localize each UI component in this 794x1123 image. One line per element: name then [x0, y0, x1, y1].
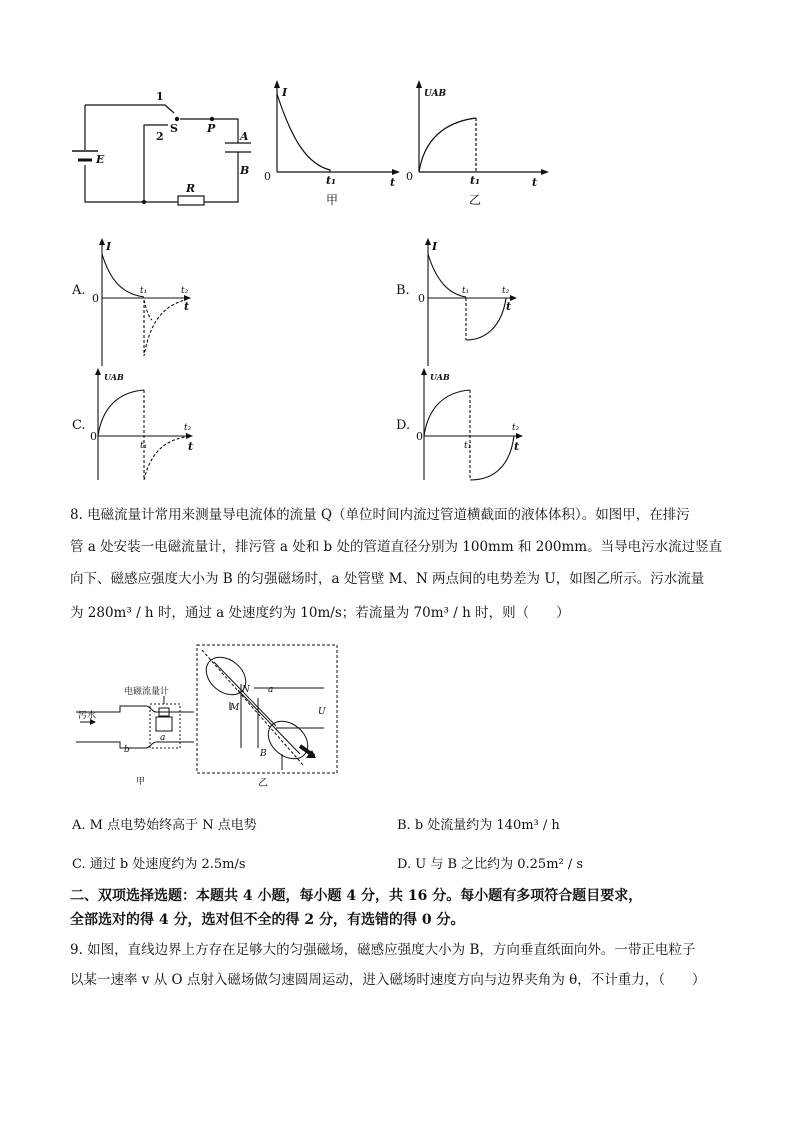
q8-figure-jia — [76, 682, 198, 792]
q8-figure-yi — [196, 644, 338, 794]
graph-jia-t: t — [390, 176, 396, 189]
q7-option-d-graph[interactable] — [414, 368, 534, 488]
q8-option-c[interactable]: C. 通过 b 处速度约为 2.5m/s — [72, 857, 246, 872]
q7-option-b-letter[interactable]: B. — [396, 283, 410, 298]
graph-jia-t1: t₁ — [326, 174, 336, 187]
q7-option-a-graph[interactable] — [88, 238, 198, 373]
q7-c-t: t — [188, 440, 194, 453]
q8-yi-B: B — [260, 749, 267, 759]
q8-water-label: 污水 — [78, 711, 97, 721]
graph-yi-t: t — [532, 176, 538, 189]
q8-meter-label: 电磁流量计 — [124, 687, 170, 697]
q8-caption-jia: 甲 — [136, 777, 146, 787]
resistor-r-label: R — [186, 182, 196, 195]
q7-d-t2: t₂ — [512, 423, 520, 433]
graph-yi-origin: 0 — [406, 170, 413, 183]
q8-option-d[interactable]: D. U 与 B 之比约为 0.25m² / s — [397, 857, 584, 872]
graph-jia — [262, 80, 402, 210]
switch-pos-2-label: 2 — [156, 130, 164, 143]
q9-line-2: 以某一速率 v 从 O 点射入磁场做匀速圆周运动，进入磁场时速度方向与边界夹角为 θ，不计重力，（ ） — [70, 972, 706, 988]
q8-line-3: 向下、磁感应强度大小为 B 的匀强磁场时，a 处管壁 M、N 两点间的电势差为 U，如图乙所示。污水流量 — [70, 571, 705, 587]
graph-yi — [404, 80, 554, 210]
section-2-heading-line-2: 全部选对的得 4 分，选对但不全的得 2 分，有选错的得 0 分。 — [70, 912, 465, 928]
q7-c-t1: t₁ — [140, 441, 148, 451]
q8-yi-N: N — [242, 685, 250, 695]
q8-line-4: 为 280m³ / h 时，通过 a 处速度约为 10m/s；若流量为 70m³ / h 时，则（ ） — [70, 605, 570, 621]
q7-d-t1: t₁ — [464, 441, 472, 451]
q8-line-2: 管 a 处安装一电磁流量计，排污管 a 处和 b 处的管道直径分别为 100mm 和 200mm。当导电污水流过竖直 — [70, 539, 723, 555]
q7-d-t: t — [514, 440, 520, 453]
q8-jia-b: b — [124, 745, 130, 755]
plate-a-label: A — [240, 130, 249, 143]
q7-a-y-label: I — [106, 240, 112, 253]
q8-jia-a: a — [160, 733, 166, 743]
q7-b-t2: t₂ — [502, 286, 510, 296]
q8-option-b[interactable]: B. b 处流量约为 140m³ / h — [397, 818, 560, 833]
q8-yi-a: a — [268, 685, 274, 695]
switch-label: S — [170, 122, 178, 135]
q8-option-a[interactable]: A. M 点电势始终高于 N 点电势 — [72, 818, 257, 833]
graph-jia-y-label: I — [282, 86, 288, 99]
q9-line-1: 9. 如图，直线边界上方存在足够大的匀强磁场，磁感应强度大小为 B，方向垂直纸面向外。一带正电粒子 — [70, 942, 696, 958]
q7-d-origin: 0 — [416, 430, 423, 443]
switch-pos-1-label: 1 — [156, 90, 164, 103]
q7-b-t: t — [506, 300, 512, 313]
q7-d-y-label: UAB — [430, 372, 450, 382]
circuit-diagram — [60, 80, 250, 215]
graph-jia-origin: 0 — [264, 170, 271, 183]
graph-yi-t1: t₁ — [470, 174, 480, 187]
q7-c-y-label: UAB — [104, 372, 124, 382]
q7-a-t1: t₁ — [140, 286, 148, 296]
q7-b-origin: 0 — [418, 292, 425, 305]
q7-option-d-letter[interactable]: D. — [396, 418, 411, 433]
q7-b-y-label: I — [432, 240, 438, 253]
q7-c-origin: 0 — [90, 430, 97, 443]
q7-option-c-graph[interactable] — [88, 368, 198, 488]
q7-b-t1: t₁ — [462, 286, 470, 296]
q7-a-origin: 0 — [92, 292, 99, 305]
q8-yi-U: U — [318, 707, 326, 717]
graph-jia-caption: 甲 — [326, 193, 339, 207]
q7-c-t2: t₂ — [184, 423, 192, 433]
q7-option-b-graph[interactable] — [414, 238, 524, 373]
section-2-heading-line-1: 二、双项选择选题：本题共 4 小题，每小题 4 分，共 16 分。每小题有多项符合题目要求， — [70, 888, 643, 904]
q7-option-a-letter[interactable]: A. — [72, 283, 86, 298]
plate-b-label: B — [240, 164, 250, 177]
q8-line-1: 8. 电磁流量计常用来测量导电流体的流量 Q（单位时间内流过管道横截面的液体体积）。如图甲，在排污 — [70, 507, 690, 523]
q8-caption-yi: 乙 — [258, 778, 268, 789]
q7-a-t2: t₂ — [181, 286, 189, 296]
graph-yi-caption: 乙 — [469, 193, 482, 207]
q7-option-c-letter[interactable]: C. — [72, 418, 86, 433]
q7-a-t: t — [184, 300, 190, 313]
q8-yi-M: M — [230, 703, 240, 713]
node-p-label: P — [207, 122, 216, 135]
graph-yi-y-label: UAB — [424, 89, 447, 99]
battery-e-label: E — [96, 153, 105, 166]
